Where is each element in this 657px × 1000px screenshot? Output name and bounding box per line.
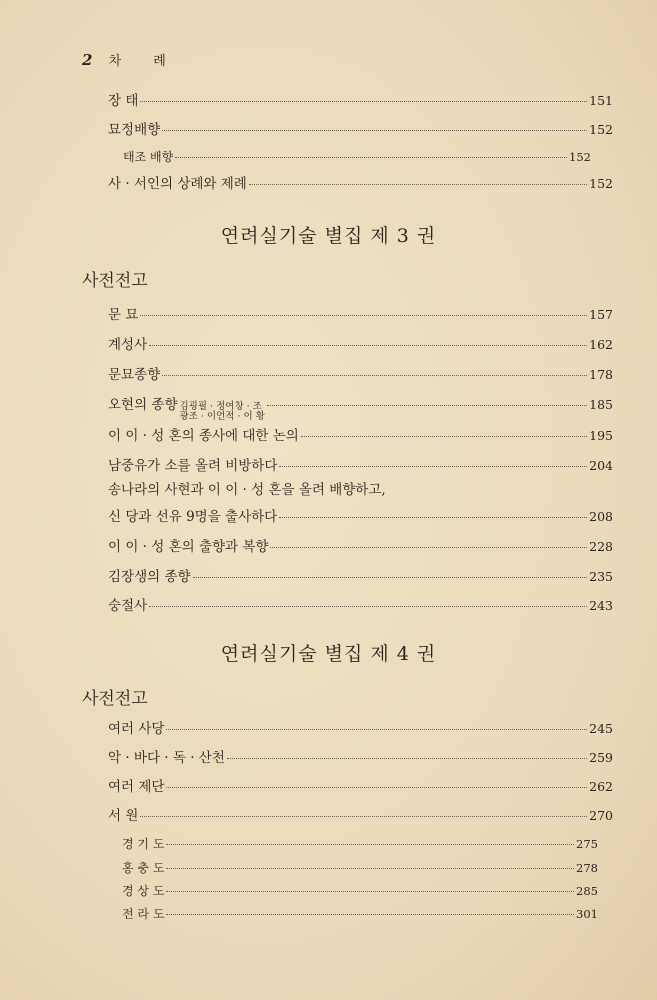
toc-entry-page: 151 (589, 93, 613, 108)
dot-leader (166, 914, 574, 915)
dot-leader (140, 101, 587, 102)
running-head (82, 50, 180, 69)
toc-entry-title: 경 상 도 (122, 884, 165, 898)
toc-entry-page: 152 (589, 176, 613, 191)
toc-entry-title: 이 이 · 성 혼의 종사에 대한 논의 (108, 428, 299, 444)
toc-entry-page: 152 (569, 150, 591, 164)
toc-entry-title: 남중유가 소를 올려 비방하다 (108, 458, 278, 474)
toc-entry-title: 계성사 (108, 337, 148, 353)
toc-entry (108, 333, 613, 353)
toc-entry (108, 804, 613, 824)
toc-entry (108, 775, 613, 795)
toc-entry-title: 문 묘 (108, 307, 139, 323)
toc-entry-title: 신 당과 선유 9명을 출사하다 (108, 509, 278, 525)
dot-leader (193, 577, 588, 578)
toc-entry-page: 270 (589, 808, 613, 823)
toc-entry-page: 278 (576, 861, 598, 875)
toc-entry-title: 김장생의 종향 (108, 569, 191, 585)
toc-entry (108, 424, 613, 444)
toc-entry-page: 301 (576, 907, 598, 921)
toc-entry-page: 208 (589, 509, 613, 524)
toc-entry-page: 262 (589, 779, 613, 794)
toc-entry-title: 전 라 도 (122, 907, 165, 921)
dot-leader (166, 891, 574, 892)
toc-entry-title: 사 · 서인의 상례와 제례 (108, 176, 247, 192)
section-heading: 사전전고 (82, 689, 148, 709)
toc-entry-page: 185 (589, 397, 613, 412)
toc-entry-page: 235 (589, 569, 613, 584)
toc-entry (108, 565, 613, 585)
toc-entry-title: 홍 충 도 (122, 861, 165, 875)
toc-entry (108, 363, 613, 383)
page-number: 2 (82, 51, 93, 69)
toc-entry-title: 문묘종향 (108, 367, 161, 383)
toc-entry-title: 이 이 · 성 혼의 출향과 복향 (108, 539, 269, 555)
toc-entry-title: 서 원 (108, 808, 139, 824)
toc-entry (108, 594, 613, 614)
toc-entry-page: 152 (589, 122, 613, 137)
toc-entry-title: 오현의 종향 (108, 397, 178, 413)
volume-heading: 연려실기술 별집 제 4 권 (220, 643, 437, 665)
toc-entry (108, 746, 613, 766)
toc-entry (108, 118, 613, 138)
toc-entry-page: 162 (589, 337, 613, 352)
toc-entry-title: 묘정배향 (108, 122, 161, 138)
toc-entry-page: 245 (589, 721, 613, 736)
toc-entry-page: 259 (589, 750, 613, 765)
dot-leader (166, 868, 574, 869)
dot-leader (175, 157, 567, 158)
toc-subentry (122, 882, 598, 899)
dot-leader (249, 184, 587, 185)
toc-entry-page: 204 (589, 458, 613, 473)
dot-leader (149, 345, 587, 346)
dot-leader (227, 758, 587, 759)
toc-subentry (122, 835, 598, 852)
note-line: 김굉필 · 정여창 · 조 (179, 401, 262, 412)
dot-leader (149, 606, 587, 607)
dot-leader (279, 517, 587, 518)
toc-subentry (123, 148, 591, 165)
toc-subentry (122, 905, 598, 922)
toc-entry-title: 여러 제단 (108, 779, 165, 795)
toc-entry (108, 89, 613, 109)
dot-leader (162, 375, 587, 376)
dot-leader (140, 315, 587, 316)
dot-leader (166, 787, 587, 788)
note-line: 광조 · 이언적 · 이 황 (179, 411, 265, 422)
volume-heading: 연려실기술 별집 제 3 권 (220, 225, 437, 247)
toc-entry-title: 경 기 도 (122, 837, 165, 851)
running-head-title: 차 례 (108, 54, 180, 69)
dot-leader (162, 130, 587, 131)
toc-subentry (122, 859, 598, 876)
dot-leader (267, 405, 587, 406)
dot-leader (166, 844, 574, 845)
toc-entry-title: 숭절사 (108, 598, 148, 614)
toc-entry-page: 228 (589, 539, 613, 554)
toc-entry-title: 악 · 바다 · 독 · 산천 (108, 750, 225, 766)
toc-entry-title-line1: 송나라의 사현과 이 이 · 성 혼을 올려 배향하고, (108, 482, 386, 498)
toc-entry-page: 285 (576, 884, 598, 898)
toc-entry (108, 717, 613, 737)
toc-entry-title: 태조 배향 (123, 150, 174, 164)
toc-entry (108, 535, 613, 555)
toc-entry-title: 장 태 (108, 93, 139, 109)
toc-entry-page: 157 (589, 307, 613, 322)
dot-leader (270, 547, 587, 548)
toc-entry-page: 275 (576, 837, 598, 851)
section-heading: 사전전고 (82, 271, 148, 291)
toc-entry-page: 195 (589, 428, 613, 443)
toc-entry-page: 243 (589, 598, 613, 613)
toc-entry-note (180, 402, 265, 422)
toc-entry (108, 303, 613, 323)
toc-entry (108, 505, 613, 525)
toc-entry (108, 172, 613, 192)
toc-entry-page: 178 (589, 367, 613, 382)
toc-entry (108, 454, 613, 474)
dot-leader (301, 436, 587, 437)
toc-entry-title: 여러 사당 (108, 721, 165, 737)
dot-leader (279, 466, 587, 467)
dot-leader (140, 816, 587, 817)
toc-entry (108, 393, 613, 422)
dot-leader (166, 729, 587, 730)
